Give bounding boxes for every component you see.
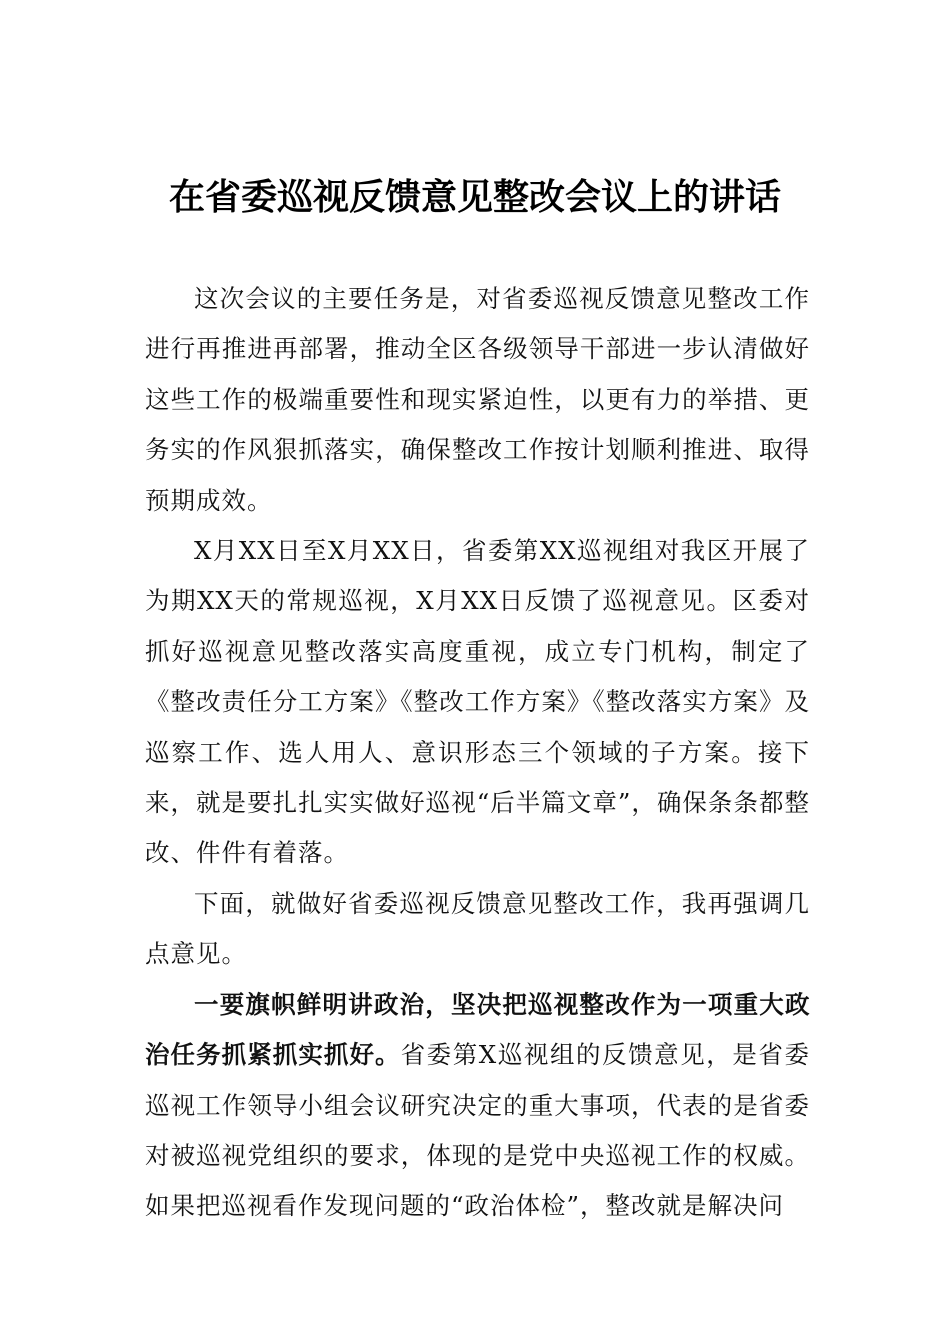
- paragraph-text: 省委第X巡视组的反馈意见，是省委巡视工作领导小组会议研究决定的重大事项，代表的是省委对被巡视党组织的要求，体现的是党中央巡视工作的权威。如果把巡视看作发现问题的“政治体检”，整改就是解决问: [145, 1040, 810, 1221]
- paragraph-lead-heading: 一要旗帜鲜明讲政治，坚决把巡视整改作为一项重大政治任务抓紧抓实抓好。: [145, 989, 810, 1070]
- paragraph-point-one: [145, 980, 810, 1232]
- paragraph-text: X月XX日至X月XX日，省委第XX巡视组对我区开展了为期XX天的常规巡视，X月XX日反馈了巡视意见。区委对抓好巡视意见整改落实高度重视，成立专门机构，制定了《整改责任分工方案》《整改工作方案》《整改落实方案》及巡察工作、选人用人、意识形态三个领域的子方案。接下来，就是要扎扎实实做好巡视“后半篇文章”，确保条条都整改、件件有着落。: [145, 536, 810, 868]
- document-title: 在省委巡视反馈意见整改会议上的讲话: [168, 177, 781, 218]
- paragraph-background: [145, 526, 810, 879]
- paragraph-transition: [145, 879, 810, 980]
- paragraph-text: 这次会议的主要任务是，对省委巡视反馈意见整改工作进行再推进再部署，推动全区各级领导干部进一步认清做好这些工作的极端重要性和现实紧迫性，以更有力的举措、更务实的作风狠抓落实，确保整改工作按计划顺利推进、取得预期成效。: [145, 284, 810, 515]
- document-body: [145, 274, 810, 1232]
- paragraph-intro: [145, 274, 810, 526]
- paragraph-text: 下面，就做好省委巡视反馈意见整改工作，我再强调几点意见。: [145, 888, 810, 969]
